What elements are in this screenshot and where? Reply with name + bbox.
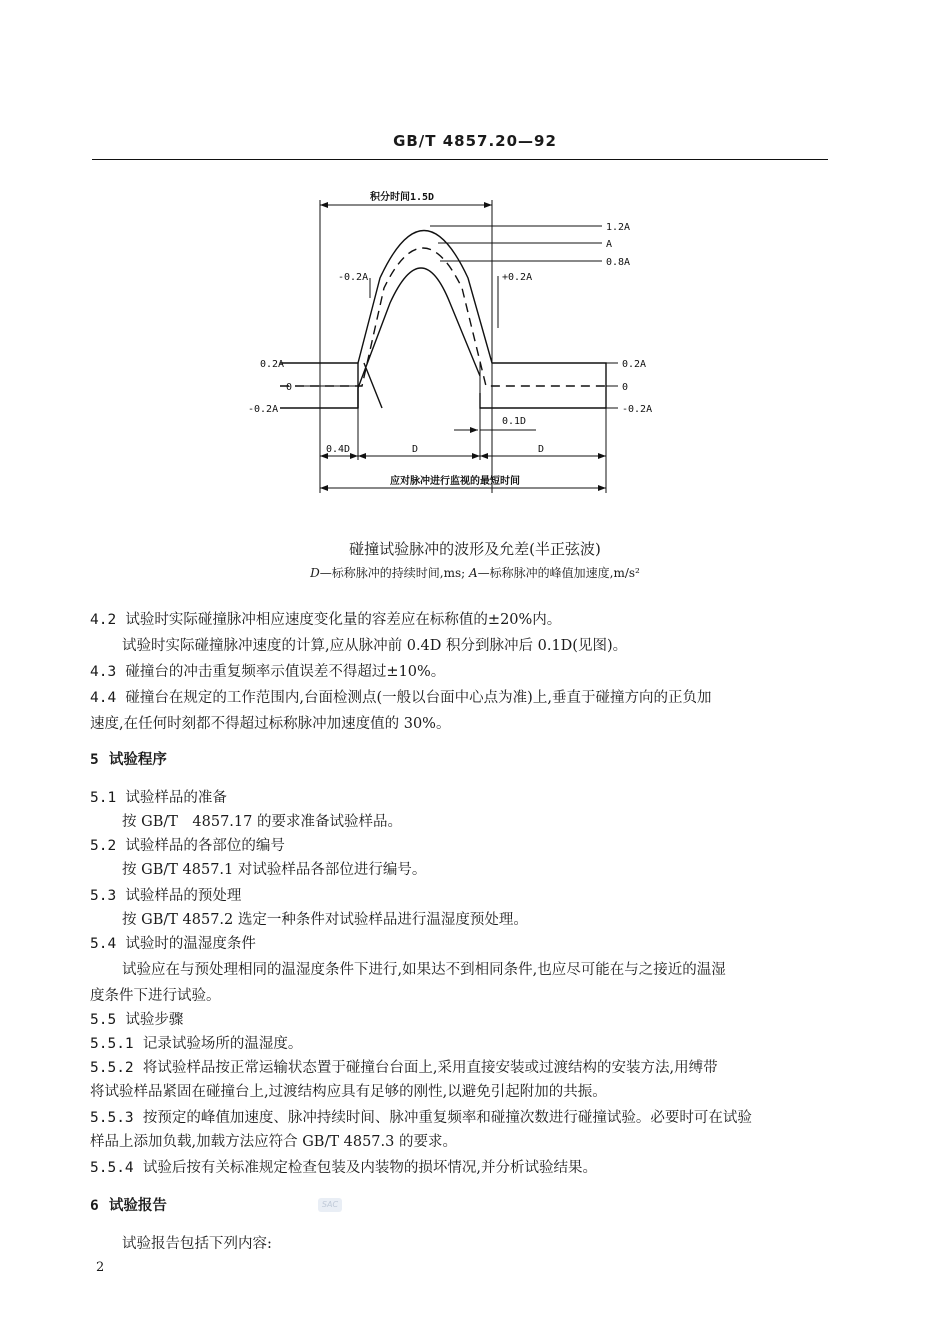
clause-5-5-1 [90,1034,302,1054]
clause-number: 5.3 [90,888,117,904]
clause-text: 试验时实际碰撞脉冲相应速度变化量的容差应在标称值的±20%内。 [125,612,562,628]
section-title: 试验报告 [108,1197,167,1214]
label-0-8a: 0.8A [606,257,631,268]
label-0-1d: 0.1D [502,416,527,427]
label-0-4d: 0.4D [326,444,351,455]
clause-5-3-heading [90,886,241,906]
clause-5-1-heading [90,788,227,808]
clause-text: 碰撞台的冲击重复频率示值误差不得超过±10%。 [125,664,446,680]
clause-number: 4.2 [90,612,117,628]
label-1-2a: 1.2A [606,222,631,233]
clause-5-5-3-continuation: 样品上添加负载,加载方法应符合 GB/T 4857.3 的要求。 [90,1134,457,1150]
clause-number: 5.5 [90,1012,117,1028]
clause-text: 按预定的峰值加速度、脉冲持续时间、脉冲重复频率和碰撞次数进行碰撞试验。必要时可在试验 [142,1110,752,1126]
label-plus-0-2a-top: +0.2A [502,272,533,283]
label-minus-0-2a-top: -0.2A [338,272,369,283]
legend-a-symbol: A [468,566,478,580]
clause-5-5-2 [90,1058,718,1078]
clause-number: 4.4 [90,690,117,706]
clause-4-4-continuation: 速度,在任何时刻都不得超过标称脉冲加速度值的 30%。 [90,716,451,732]
clause-5-5-heading [90,1010,183,1030]
label-d-first: D [412,444,419,455]
clause-number: 5.2 [90,838,117,854]
clause-title: 试验步骤 [125,1012,184,1028]
legend-a-text: —标称脉冲的峰值加速度,m/s² [477,566,640,580]
clause-text: 试验后按有关标准规定检查包装及内装物的损坏情况,并分析试验结果。 [142,1160,597,1176]
integration-time-label: 积分时间1.5D [370,192,435,203]
clause-5-4-heading [90,934,256,954]
section-number: 6 [90,1198,99,1214]
label-right-minus-0-2a: -0.2A [622,404,653,415]
label-left-0-2a: 0.2A [260,359,285,370]
header-rule [92,159,828,160]
clause-title: 试验样品的预处理 [125,888,242,904]
watermark-logo-icon: SAC [318,1198,342,1212]
clause-5-4-continuation: 度条件下进行试验。 [90,988,221,1004]
clause-5-3-text: 按 GB/T 4857.2 选定一种条件对试验样品进行温湿度预处理。 [122,912,528,928]
label-a: A [606,239,613,250]
clause-text: 记录试验场所的温湿度。 [142,1036,303,1052]
clause-title: 试验时的温湿度条件 [125,936,256,952]
clause-4-3 [90,662,445,682]
legend-d-text: —标称脉冲的持续时间,ms; [319,566,469,580]
clause-5-2-heading [90,836,285,856]
clause-4-2-continuation: 试验时实际碰撞脉冲速度的计算,应从脉冲前 0.4D 积分到脉冲后 0.1D(见图)。 [122,638,628,654]
section-number: 5 [90,752,99,768]
clause-5-2-text: 按 GB/T 4857.1 对试验样品各部位进行编号。 [122,862,427,878]
clause-5-4-text: 试验应在与预处理相同的温湿度条件下进行,如果达不到相同条件,也应尽可能在与之接近的温湿 [122,962,726,978]
figure-title: 碰撞试验脉冲的波形及允差(半正弦波) [349,540,601,558]
clause-number: 5.5.4 [90,1160,134,1176]
clause-4-4 [90,688,711,708]
clause-number: 4.3 [90,664,117,680]
section-title: 试验程序 [108,751,167,768]
clause-title: 试验样品的各部位的编号 [125,838,285,854]
clause-5-1-text: 按 GB/T 4857.17 的要求准备试验样品。 [122,814,402,830]
legend-d-symbol: D [310,566,320,580]
clause-5-5-3 [90,1108,752,1128]
section-6-text: 试验报告包括下列内容: [122,1236,272,1252]
clause-text: 将试验样品按正常运输状态置于碰撞台台面上,采用直接安装或过渡结构的安装方法,用缚带 [142,1060,718,1076]
clause-4-2 [90,610,561,630]
section-5-heading [90,750,167,770]
lower-tolerance-curve [280,268,480,408]
clause-number: 5.5.1 [90,1036,134,1052]
clause-text: 碰撞台在规定的工作范围内,台面检测点(一般以台面中心点为准)上,垂直于碰撞方向的正负加 [125,690,712,706]
clause-title: 试验样品的准备 [125,790,227,806]
label-right-0-2a: 0.2A [622,359,647,370]
page-number: 2 [96,1260,105,1275]
clause-number: 5.4 [90,936,117,952]
pulse-waveform-figure [240,188,700,508]
label-d-second: D [538,444,545,455]
label-right-0: 0 [622,382,629,393]
clause-number: 5.5.3 [90,1110,134,1126]
clause-5-5-4 [90,1158,597,1178]
upper-tolerance-curve [280,231,606,409]
clause-5-5-2-continuation: 将试验样品紧固在碰撞台上,过渡结构应具有足够的刚性,以避免引起附加的共振。 [90,1084,607,1100]
figure-legend [0,564,950,581]
clause-number: 5.5.2 [90,1060,134,1076]
monitoring-time-label: 应对脉冲进行监视的最短时间 [390,476,520,487]
label-left-0: 0 [286,382,293,393]
standard-header: GB/T 4857.20—92 [393,132,557,150]
nominal-pulse-curve [280,248,606,386]
section-6-heading [90,1196,167,1216]
label-left-minus-0-2a: -0.2A [248,404,279,415]
clause-number: 5.1 [90,790,117,806]
